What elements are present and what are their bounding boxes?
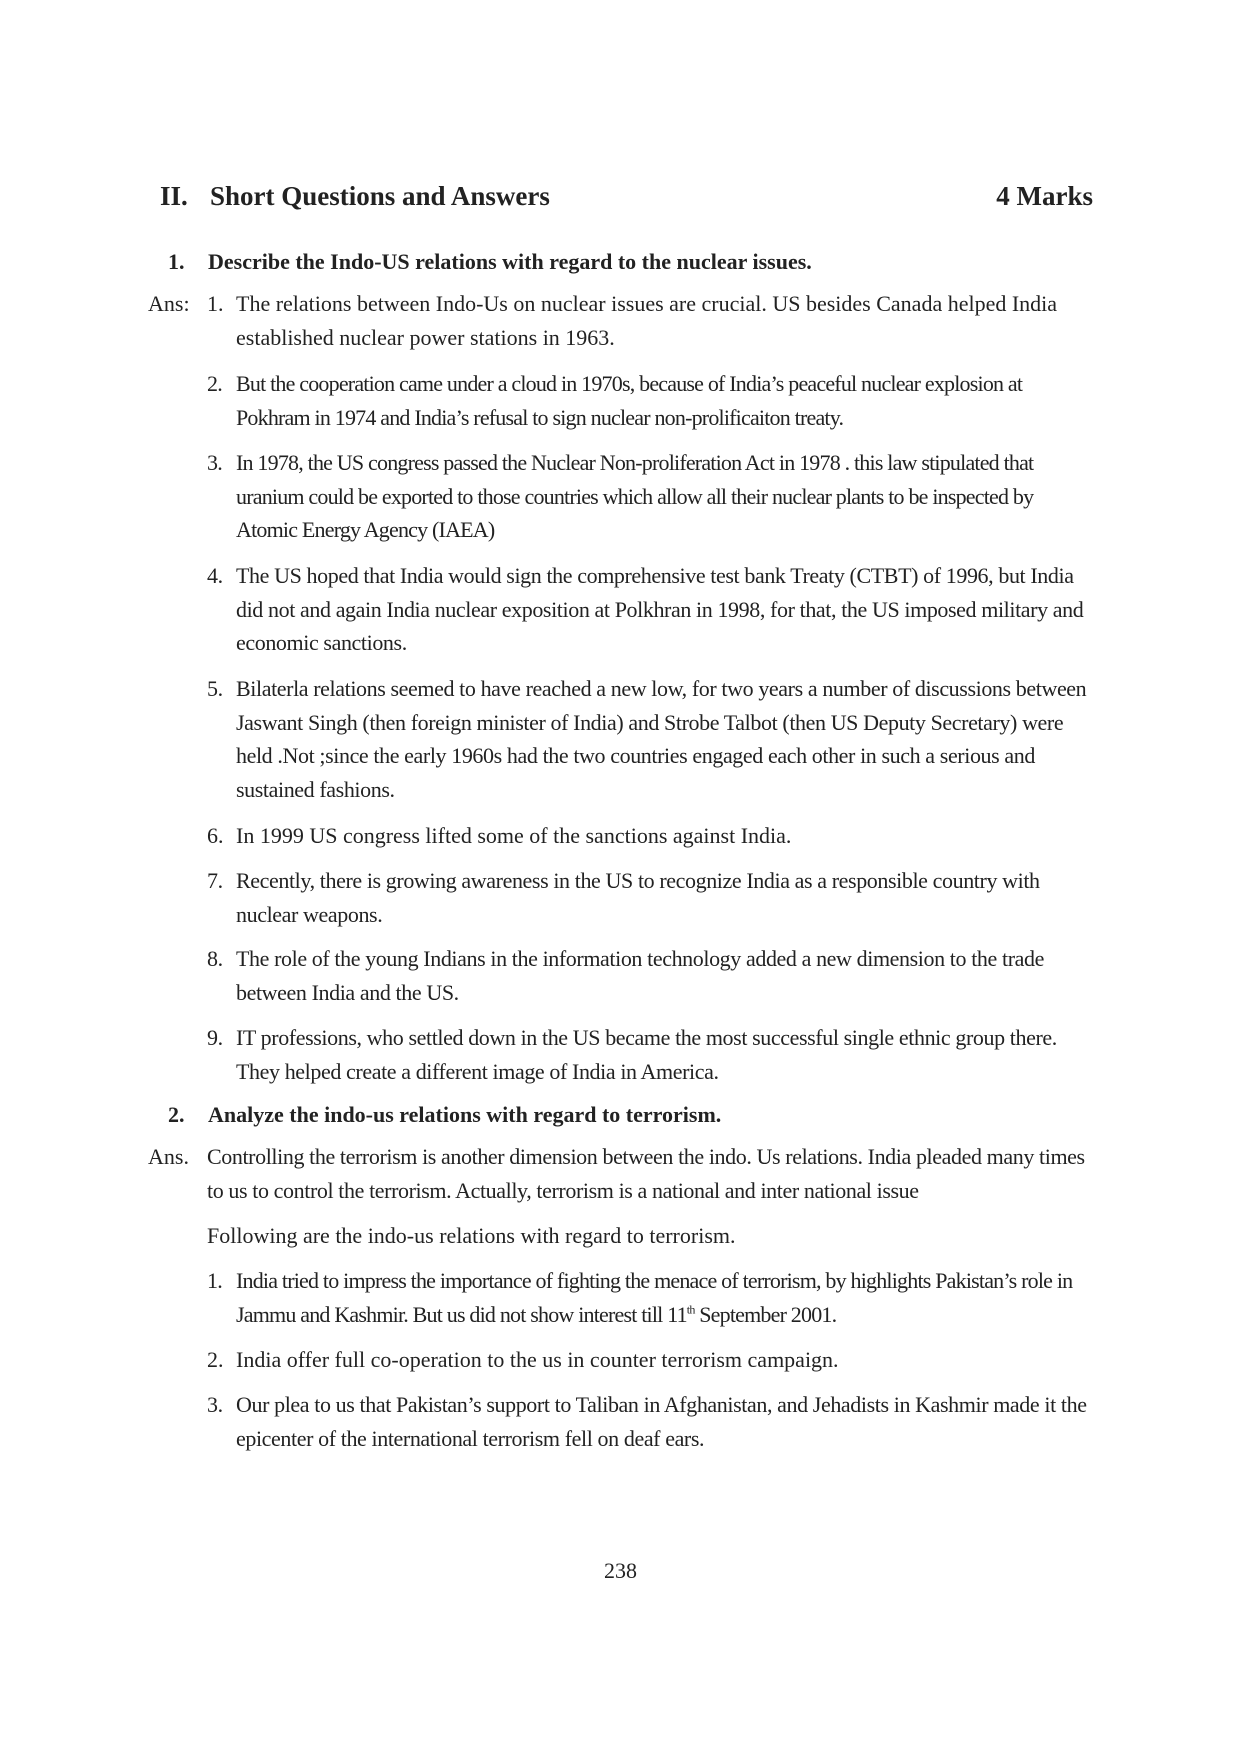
list-item xyxy=(207,819,1093,853)
item-number: 1. xyxy=(207,1268,222,1293)
item-text: IT professions, who settled down in the US became the most successful single ethnic group there. They helped create a different image of India in America. xyxy=(236,1025,1057,1084)
list-item xyxy=(207,367,1093,434)
item-number: 3. xyxy=(207,450,222,475)
question-2 xyxy=(168,1100,1093,1130)
item-text: Bilaterla relations seemed to have reached a new low, for two years a number of discussions between Jaswant Singh (then foreign minister of India) and Strobe Talbot (then US Deputy Secretary) were held .Not ;since the early 1960s had the two countries engaged each other in such a serious and sustained fashions. xyxy=(236,676,1087,802)
answer-label: Ans. xyxy=(148,1144,189,1169)
list-item xyxy=(207,1021,1093,1088)
ordinal-suffix: th xyxy=(686,1302,695,1317)
item-number: 7. xyxy=(207,868,223,893)
item-number: 2. xyxy=(207,371,222,396)
answer-lead: Following are the indo-us relations with regard to terrorism. xyxy=(207,1223,736,1248)
item-text: The US hoped that India would sign the comprehensive test bank Treaty (CTBT) of 1996, but India did not and again India nuclear exposition at Polkhran in 1998, for that, the US imposed military and economic sanctions. xyxy=(236,563,1084,655)
item-number: 6. xyxy=(207,823,224,848)
item-number: 4. xyxy=(207,563,223,588)
item-number: 9. xyxy=(207,1025,223,1050)
list-item xyxy=(207,1343,1093,1377)
page-number: 238 xyxy=(604,1558,637,1583)
item-text: The relations between Indo-Us on nuclear issues are crucial. US besides Canada helped India established nuclear power stations in 1963. xyxy=(236,291,1058,350)
section-marks: 4 Marks xyxy=(996,181,1093,211)
question-number: 1. xyxy=(168,249,185,274)
question-text: Analyze the indo-us relations with regard to terrorism. xyxy=(208,1102,722,1127)
list-item xyxy=(207,559,1093,660)
item-text-part: India tried to impress the importance of fighting the menace of terrorism, by highlights Pakistan’s role in Jammu and Kashmir. But us did not show interest till 11 xyxy=(236,1268,1073,1327)
list-item xyxy=(207,864,1093,931)
list-item xyxy=(207,1388,1093,1455)
section-title-text: Short Questions and Answers xyxy=(210,181,550,211)
item-text xyxy=(236,1264,1093,1331)
item-number: 3. xyxy=(207,1392,223,1417)
list-item xyxy=(207,1264,1093,1331)
item-number: 1. xyxy=(207,291,224,316)
item-number: 2. xyxy=(207,1347,224,1372)
item-text: But the cooperation came under a cloud in 1970s, because of India’s peaceful nuclear explosion at Pokhram in 1974 and India’s refusal to sign nuclear non-prolificaiton treaty. xyxy=(236,371,1023,430)
question-text: Describe the Indo-US relations with regard to the nuclear issues. xyxy=(208,249,812,274)
item-text-part: September 2001. xyxy=(694,1301,837,1327)
list-item xyxy=(207,942,1093,1009)
section-number: II. xyxy=(160,181,188,211)
item-number: 8. xyxy=(207,946,223,971)
answer-intro: Controlling the terrorism is another dimension between the indo. Us relations. India pleaded many times to us to control the terrorism. Actually, terrorism is a national and inter national issue xyxy=(207,1144,1085,1203)
item-text: India offer full co-operation to the us in counter terrorism campaign. xyxy=(236,1347,839,1372)
item-text: Our plea to us that Pakistan’s support to Taliban in Afghanistan, and Jehadists in Kashmir made it the epicenter of the international terrorism fell on deaf ears. xyxy=(236,1392,1087,1451)
section-heading xyxy=(160,178,1093,214)
section-title xyxy=(160,178,550,214)
item-text: In 1978, the US congress passed the Nuclear Non-proliferation Act in 1978 . this law stipulated that uranium could be exported to those countries which allow all their nuclear plants to be inspected by Atomic Energy Agency (IAEA) xyxy=(236,450,1034,542)
item-text: In 1999 US congress lifted some of the sanctions against India. xyxy=(236,823,792,848)
question-number: 2. xyxy=(168,1102,185,1127)
list-item xyxy=(207,287,1093,354)
answer-label: Ans: xyxy=(148,291,190,316)
item-text: The role of the young Indians in the information technology added a new dimension to the trade between India and the US. xyxy=(236,946,1044,1005)
item-number: 5. xyxy=(207,676,223,701)
item-text: Recently, there is growing awareness in the US to recognize India as a responsible country with nuclear weapons. xyxy=(236,868,1040,927)
list-item xyxy=(207,672,1093,806)
question-1 xyxy=(168,247,1093,277)
list-item xyxy=(207,446,1093,547)
